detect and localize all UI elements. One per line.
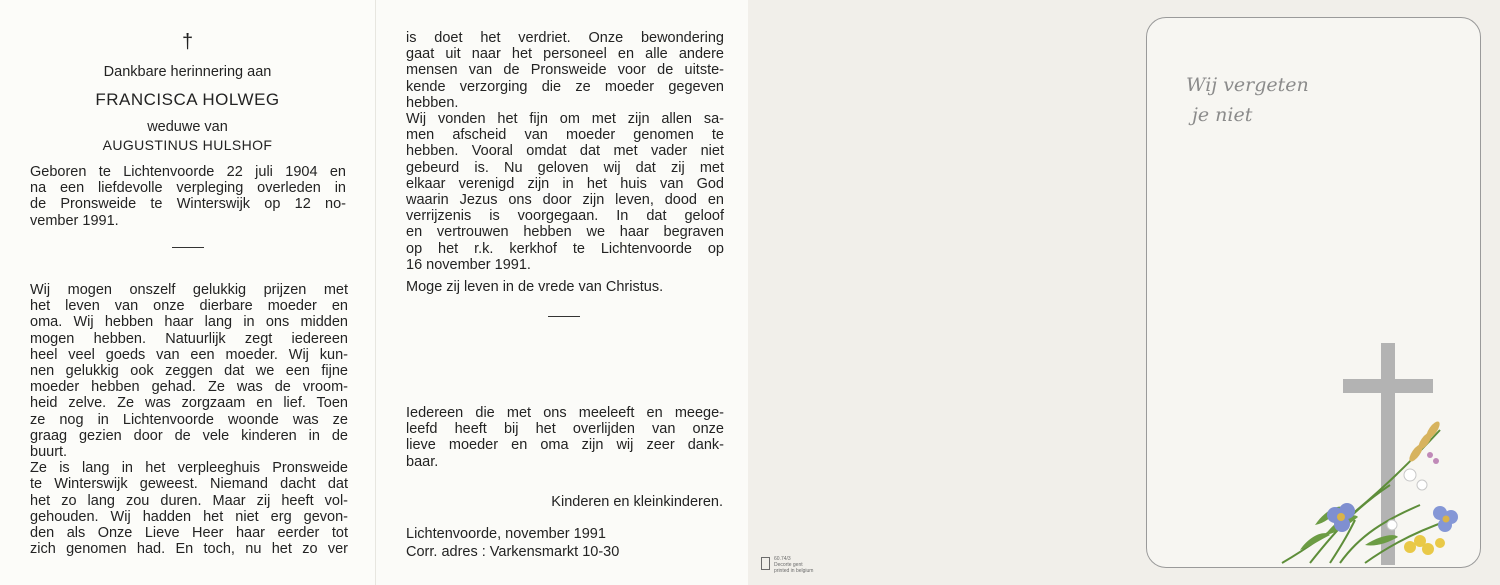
imprint-code: 60.74/3 — [774, 556, 791, 562]
text-line: elkaar verenigd zijn in het huis van God — [406, 175, 724, 192]
text-line: Ze is lang in het verpleeghuis Pronsweide — [30, 460, 348, 477]
text-line: nen gelukkig ook zeggen dat we een fijne — [30, 363, 348, 380]
imprint-city: Decorte gent — [774, 562, 803, 568]
middle-panel — [375, 0, 748, 585]
text-line: is doet het verdriet. Onze bewondering — [406, 30, 724, 46]
text-line: waarin Jezus ons door zijn leven, dood en — [406, 192, 724, 209]
printer-logo-icon — [761, 557, 770, 570]
text-line: heid zelve. Ze was zorgzaam en lief. Toen — [30, 395, 348, 412]
tribute-paragraph — [30, 282, 348, 557]
text-line: graag gezien door de vele kinderen in de — [30, 427, 348, 444]
text-line: het leven van onze dierbare moeder en — [30, 298, 348, 315]
left-panel — [0, 0, 375, 585]
text-line: hebben. Vooral omdat dat met vader niet — [406, 143, 724, 160]
remembrance-heading: Dankbare herinnering aan — [103, 64, 272, 80]
widow-of-label: weduwe van — [147, 119, 228, 135]
deceased-name: FRANCISCA HOLWEG — [95, 90, 280, 109]
text-line: moeder hebben gehad. Ze was de vroom- — [30, 379, 348, 396]
gratitude-paragraph — [406, 30, 724, 273]
text-line: te Winterswijk geweest. Niemand dacht dat — [30, 476, 348, 493]
place-date: Lichtenvoorde, november 1991 — [406, 526, 606, 542]
text-line: gehouden. Wij hadden het niet erg gevon- — [30, 508, 348, 525]
text-line: heel veel goeds van een moeder. Wij kun- — [30, 346, 348, 363]
script-title-line2: je niet — [1192, 104, 1253, 126]
text-line: ze nog in Lichtenvoorde woonde was ze — [30, 411, 348, 428]
text-line: mogen hebben. Natuurlijk zegt iedereen — [30, 330, 348, 347]
text-line: na een liefdevolle verpleging overleden in — [30, 180, 346, 197]
text-line: baar. — [406, 453, 439, 470]
imprint-country: printed in belgium — [774, 568, 814, 574]
text-line: de Pronsweide te Winterswijk op 12 no- — [30, 196, 346, 213]
text-line: Geboren te Lichtenvoorde 22 juli 1904 en — [30, 164, 346, 180]
text-line: Wij vonden het fijn om met zijn allen sa- — [406, 111, 724, 128]
wheat-ears — [1407, 420, 1442, 464]
text-line: den als Onze Lieve Heer haar eerder tot — [30, 525, 348, 542]
text-line: gaat uit naar het personeel en alle andere — [406, 46, 724, 63]
text-line: hebben. — [406, 94, 459, 111]
script-title-line1: Wij vergeten — [1186, 74, 1309, 96]
text-line: vember 1991. — [30, 212, 119, 229]
thanks-paragraph — [406, 405, 724, 470]
text-line: Iedereen die met ons meeleeft en meege- — [406, 405, 724, 421]
spouse-name: AUGUSTINUS HULSHOF — [102, 137, 273, 153]
text-line: gebeurd is. Nu geloven wij dat zij met — [406, 159, 724, 176]
text-line: buurt. — [30, 444, 68, 461]
text-line: leefd heeft bij het overlijden van onze — [406, 421, 724, 438]
cross-with-flowers-illustration — [1270, 335, 1480, 570]
correspondence-address: Corr. adres : Varkensmarkt 10-30 — [406, 544, 620, 560]
yellow-flower-icon — [1404, 535, 1445, 555]
text-line: het zo lang zou duren. Maar zij heeft vol- — [30, 492, 348, 509]
text-line: oma. Wij hebben haar lang in ons midden — [30, 314, 348, 331]
text-line: men afscheid van moeder genomen te — [406, 127, 724, 144]
text-line: lieve moeder en oma zijn wij zeer dank- — [406, 437, 724, 454]
text-line: mensen van de Pronsweide voor de uitste- — [406, 62, 724, 79]
text-line: kende verzorging die ze moeder gegeven — [406, 78, 724, 95]
divider — [548, 316, 580, 317]
text-line: verrijzenis is voorgegaan. In dat geloof — [406, 208, 724, 225]
text-line: 16 november 1991. — [406, 256, 531, 273]
cross-symbol: † — [181, 31, 194, 53]
birth-death-paragraph — [30, 164, 346, 229]
text-line: op het r.k. kerkhof te Lichtenvoorde op — [406, 240, 724, 257]
divider — [172, 247, 204, 248]
signature: Kinderen en kleinkinderen. — [551, 494, 723, 510]
blue-flower-icon — [1433, 506, 1458, 532]
text-line: Wij mogen onszelf gelukkig prijzen met — [30, 282, 348, 298]
prayer-line: Moge zij leven in de vrede van Christus. — [406, 279, 664, 295]
text-line: zich genomen had. En toch, nu het zo ver — [30, 541, 348, 558]
text-line: en vertrouwen hebben we haar begraven — [406, 224, 724, 241]
